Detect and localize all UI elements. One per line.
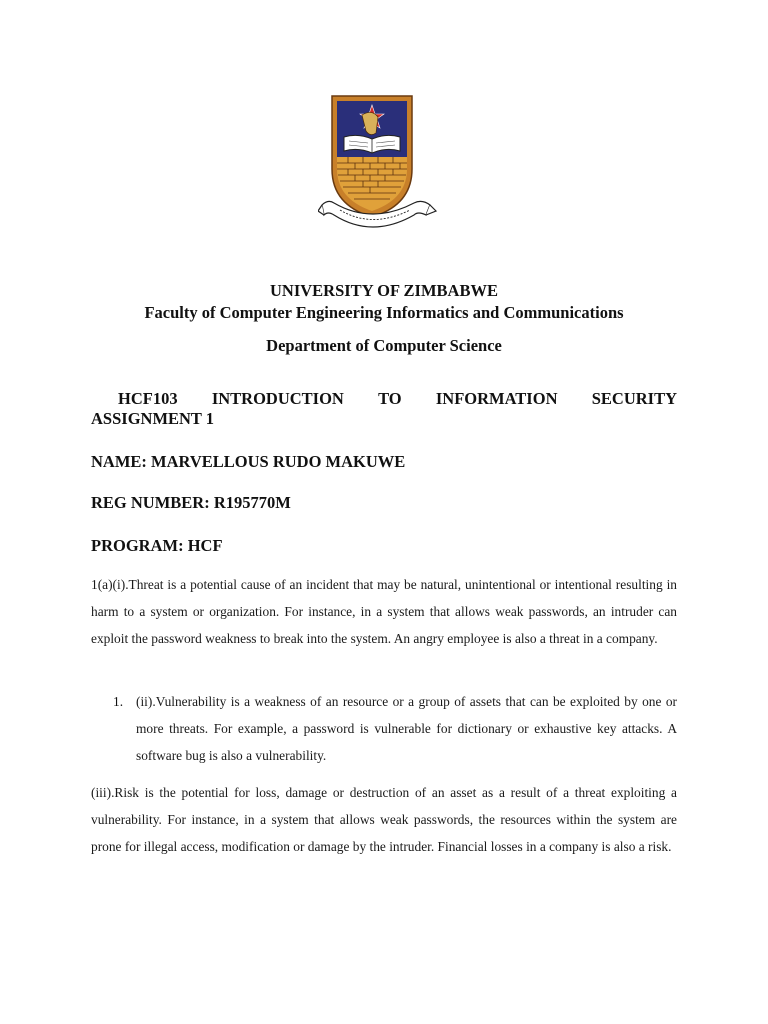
department-title: Department of Computer Science [266, 336, 502, 355]
course-title-line-2: ASSIGNMENT 1 [91, 409, 215, 428]
university-title: UNIVERSITY OF ZIMBABWE [270, 281, 498, 300]
answer-risk-paragraph: (iii).Risk is the potential for loss, damage or destruction of an asset as a result of a threat exploiting a vulnerability. For instance, in a system that allows weak passwords, the resources within the system are prone for illegal access, modification or damage by the intruder. Financial losses in a company is also a risk. [91, 785, 677, 854]
course-word: INTRODUCTION [211, 389, 344, 408]
answer-threat-paragraph: 1(a)(i).Threat is a potential cause of an incident that may be natural, unintentional or intentional resulting in harm to a system or organization. For instance, in a system that allows weak passwords, an intruder can exploit the password weakness to break into the system. An angry employee is also a threat in a company. [91, 577, 677, 646]
program: PROGRAM: HCF [91, 536, 223, 555]
course-title [91, 389, 677, 429]
course-word: SECURITY [591, 389, 677, 408]
student-name: NAME: MARVELLOUS RUDO MAKUWE [91, 452, 406, 471]
course-word: TO [378, 389, 402, 408]
list-number: 1. [113, 694, 124, 709]
faculty-title: Faculty of Computer Engineering Informatics and Communications [144, 303, 624, 322]
course-title-line-1 [91, 389, 677, 409]
registration-number: REG NUMBER: R195770M [91, 493, 291, 512]
answer-vulnerability-paragraph: (ii).Vulnerability is a weakness of an resource or a group of assets that can be exploited by one or more threats. For example, a password is vulnerable for dictionary or exhaustive key attacks. A software bug is also a vulnerability. [136, 694, 677, 763]
course-word: INFORMATION [435, 389, 558, 408]
university-crest-logo [318, 93, 444, 239]
course-word: HCF103 [118, 389, 178, 408]
